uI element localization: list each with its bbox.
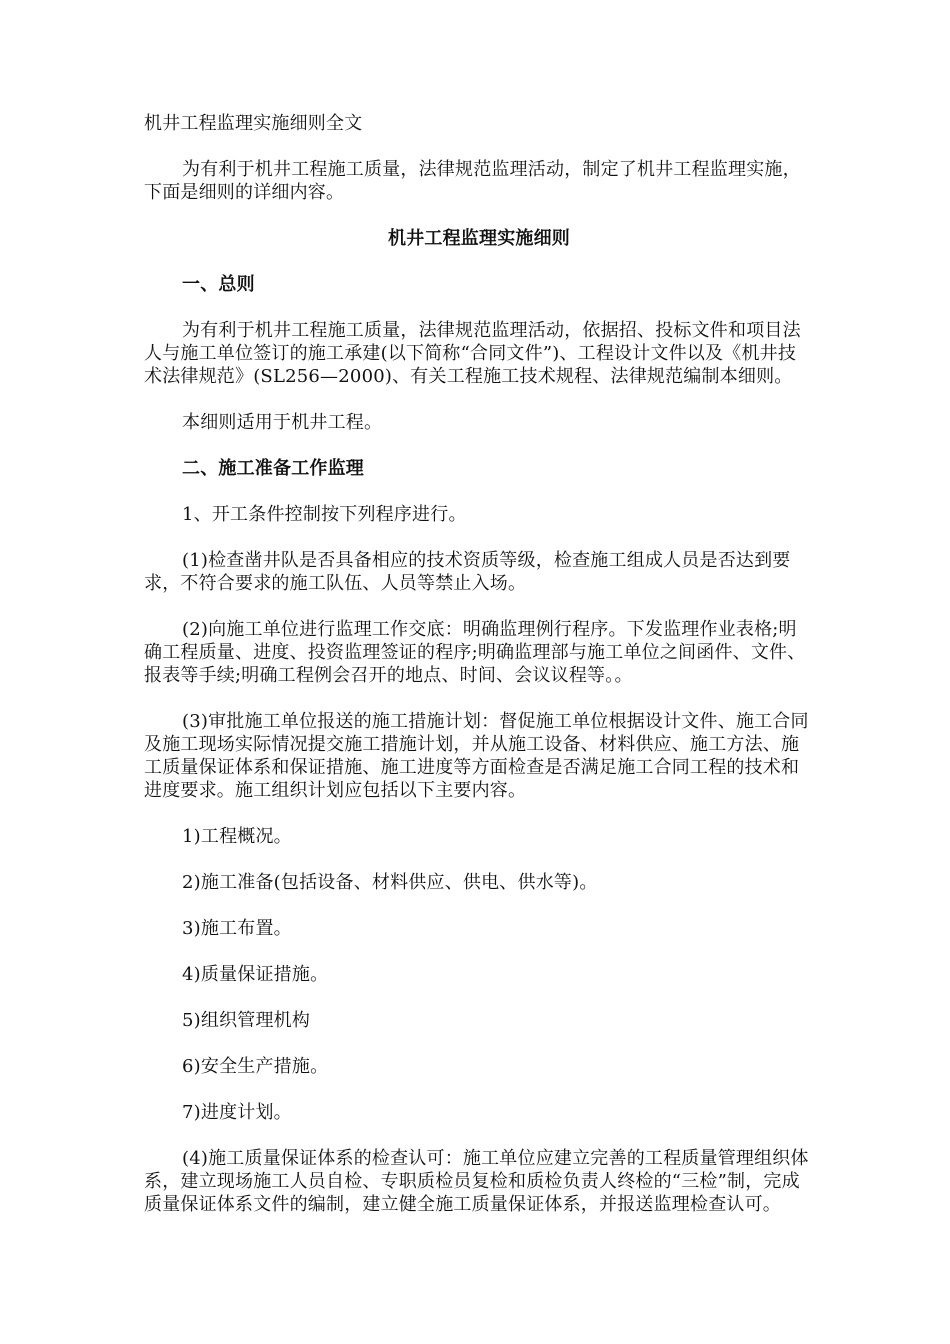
section1-heading: 一、总则 <box>182 274 255 295</box>
sub-item: 6)安全生产措施。 <box>182 1056 329 1077</box>
item-3-paragraph: (3)审批施工单位报送的施工措施计划：督促施工单位根据设计文件、施工合同及施工现场实际情况提交施工措施计划，并从施工设备、材料供应、施工方法、施工质量保证体系和保证措施、施工进度等方面检查是否满足施工合同工程的技术和进度要求。施工组织计划应包括以下主要内容。 <box>144 711 809 801</box>
document-title: 机井工程监理实施细则全文 <box>144 113 363 134</box>
sub-item: 5)组织管理机构 <box>182 1010 311 1031</box>
item-2-paragraph: (2)向施工单位进行监理工作交底：明确监理例行程序。下发监理作业表格;明确工程质量、进度、投资监理签证的程序;明确监理部与施工单位之间函件、文件、报表等手续;明确工程例会召开的地点、时间、会议议程等。。 <box>144 619 806 686</box>
document-page <box>144 112 814 1239</box>
item-1-paragraph: (1)检查凿井队是否具备相应的技术资质等级，检查施工组成人员是否达到要求，不符合要求的施工队伍、人员等禁止入场。 <box>144 550 791 594</box>
sub-item: 4)质量保证措施。 <box>182 964 329 985</box>
section1-paragraph-2: 本细则适用于机井工程。 <box>182 412 383 433</box>
sub-item: 2)施工准备(包括设备、材料供应、供电、供水等)。 <box>182 872 598 893</box>
item-4-paragraph: (4)施工质量保证体系的检查认可：施工单位应建立完善的工程质量管理组织体系，建立现场施工人员自检、专职质检员复检和质检负责人终检的“三检”制，完成质量保证体系文件的编制，建立健全施工质量保证体系，并报送监理检查认可。 <box>144 1148 809 1215</box>
sub-item: 7)进度计划。 <box>182 1102 292 1123</box>
main-title: 机井工程监理实施细则 <box>388 228 570 249</box>
section2-item-1: 1、开工条件控制按下列程序进行。 <box>182 504 467 525</box>
sub-item: 3)施工布置。 <box>182 918 292 939</box>
section1-paragraph-1: 为有利于机井工程施工质量，法律规范监理活动，依据招、投标文件和项目法人与施工单位签订的施工承建(以下简称“合同文件”)、工程设计文件以及《机井技术法律规范》(SL256—2000)、有关工程施工技术规程、法律规范编制本细则。 <box>144 320 801 387</box>
intro-paragraph: 为有利于机井工程施工质量，法律规范监理活动，制定了机井工程监理实施，下面是细则的详细内容。 <box>144 159 801 203</box>
sub-item: 1)工程概况。 <box>182 826 292 847</box>
section2-heading: 二、施工准备工作监理 <box>182 458 364 479</box>
